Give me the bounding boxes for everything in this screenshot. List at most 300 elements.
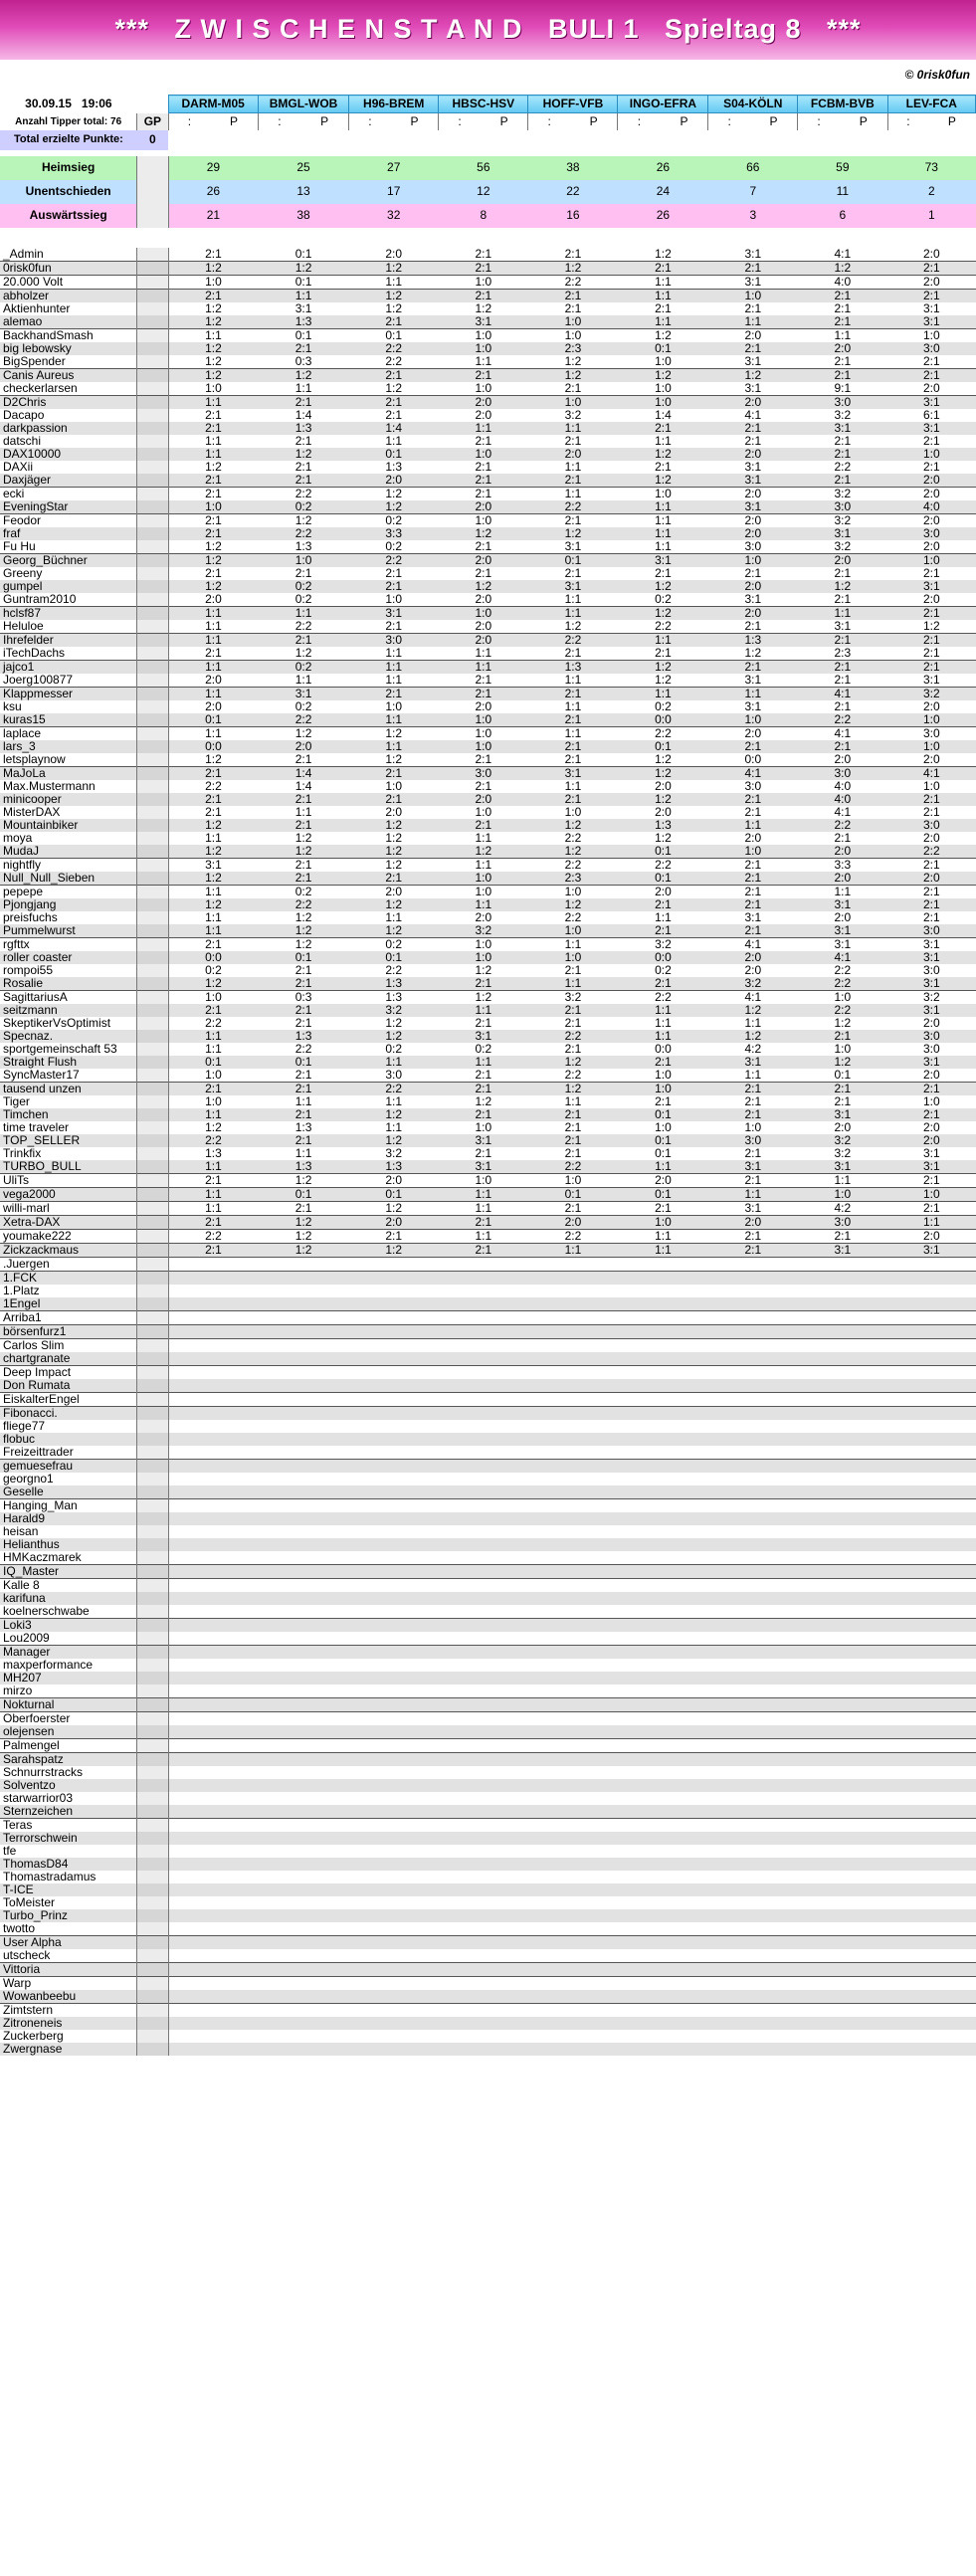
tipper-name: Wowanbeebu [0, 1990, 137, 2004]
tip-cell [528, 1285, 618, 1297]
tipper-row [0, 1935, 976, 1949]
tip-cell [168, 2017, 258, 2030]
gp-cell [137, 1752, 168, 1766]
tip-cell: 1:0 [168, 275, 258, 289]
tip-cell [708, 1976, 798, 1990]
tip-cell: 1:2 [385, 301, 403, 315]
tip-cell [439, 1845, 528, 1858]
tip-cell: 2:1 [439, 1082, 528, 1095]
tip-cell [798, 1792, 887, 1805]
tip-cell [349, 1338, 439, 1352]
tip-cell: 1:2 [528, 1082, 618, 1095]
tip-cell: 1:2 [349, 500, 439, 514]
tip-cell [887, 1632, 975, 1646]
tip-cell: 1:1 [618, 500, 708, 514]
tip-cell [528, 1392, 618, 1406]
tipper-row [0, 422, 976, 435]
unentschieden-count: 7 [708, 180, 798, 204]
tip-cell: 2:0 [528, 1215, 618, 1229]
tip-cell: 2:1 [887, 660, 975, 674]
gp-cell [137, 1243, 168, 1257]
tipper-name: Zwergnase [0, 2043, 137, 2056]
tip-cell: 2:1 [564, 566, 582, 580]
tip-cell: 2:0 [475, 408, 492, 422]
tip-cell: 2:1 [922, 460, 940, 474]
tip-cell: 1:2 [439, 990, 528, 1004]
tip-cell: 2:0 [887, 474, 975, 488]
points-column-header: P [947, 113, 956, 128]
tipper-name: börsenfurz1 [0, 1324, 137, 1338]
tip-cell [258, 1949, 348, 1963]
tip-cell [528, 1592, 618, 1605]
tip-cell: 1:2 [258, 726, 348, 740]
total-points-row [0, 130, 976, 150]
tipper-name: Georg_Büchner [0, 553, 137, 567]
tip-cell: 1:2 [349, 924, 439, 938]
tip-cell: 0:2 [349, 513, 439, 527]
tip-cell: 2:1 [349, 368, 439, 382]
tip-cell [528, 1672, 618, 1684]
tip-cell [528, 1578, 618, 1592]
tip-cell [528, 1805, 618, 1819]
tip-cell: 3:1 [922, 1146, 940, 1160]
tipper-name: Schnurrstracks [3, 1765, 84, 1779]
tip-cell: 1:1 [475, 354, 492, 368]
gp-cell [137, 1525, 168, 1538]
tip-cell: 0:1 [349, 328, 439, 342]
tipper-row [0, 1909, 976, 1922]
tipper-row [0, 1551, 976, 1565]
tip-cell [258, 2030, 348, 2043]
tip-cell: 2:2 [618, 990, 708, 1004]
tip-cell: 0:1 [258, 951, 348, 964]
tipper-row [0, 1297, 976, 1311]
tip-cell: 1:4 [294, 408, 312, 422]
tip-cell: 1:1 [168, 448, 258, 461]
tip-cell [349, 1697, 439, 1711]
tip-cell [439, 2030, 528, 2043]
tipper-row [0, 964, 976, 977]
tip-cell [439, 2003, 528, 2017]
tipper-name: fraf [0, 527, 137, 540]
tipper-row [0, 660, 976, 674]
tip-cell: 1:0 [655, 1068, 672, 1082]
tip-cell: 1:2 [439, 580, 528, 593]
tip-cell: 2:1 [258, 633, 348, 647]
total-points-value: 0 [137, 130, 168, 150]
tipper-row [0, 780, 976, 793]
heimsieg-count: 59 [798, 156, 887, 180]
tip-cell [708, 1605, 798, 1619]
tip-cell [887, 1766, 975, 1779]
tip-cell [798, 1883, 887, 1896]
tip-cell: 4:1 [834, 805, 852, 819]
tip-cell: 1:2 [618, 606, 708, 620]
tip-cell: 1:1 [618, 1229, 708, 1243]
tip-cell [708, 1379, 798, 1393]
tip-cell: 1:1 [294, 673, 312, 687]
tipper-name: Max.Mustermann [3, 779, 96, 793]
tipper-row [0, 1446, 976, 1460]
tip-cell [528, 1725, 618, 1739]
tip-cell: 2:0 [708, 487, 798, 500]
tip-cell: 1:1 [168, 885, 258, 898]
tip-cell: 1:1 [528, 487, 618, 500]
tip-cell: 2:1 [349, 872, 439, 886]
gp-cell [137, 1578, 168, 1592]
tip-cell: 2:1 [564, 1146, 582, 1160]
tip-cell: 2:1 [887, 606, 975, 620]
tip-cell [528, 1297, 618, 1311]
tip-cell [528, 1935, 618, 1949]
tip-cell: 1:1 [528, 937, 618, 951]
tipper-row [0, 1949, 976, 1963]
tip-cell [528, 1551, 618, 1565]
tip-cell [258, 1324, 348, 1338]
tipper-name: BackhandSmash [0, 328, 137, 342]
tip-cell [168, 1578, 258, 1592]
tip-cell [349, 1379, 439, 1393]
tip-cell: 0:1 [618, 1134, 708, 1147]
tip-cell: 2:1 [205, 646, 222, 660]
tip-cell [258, 1818, 348, 1832]
tip-cell: 2:0 [887, 1134, 975, 1147]
tip-cell [349, 1711, 439, 1725]
tip-cell: 2:1 [349, 687, 439, 700]
tip-cell: 2:1 [798, 1229, 887, 1243]
tip-cell: 1:0 [744, 1120, 762, 1134]
match-header: LEV-FCA [887, 96, 975, 113]
tip-cell: 1:2 [168, 261, 258, 275]
gp-cell [137, 1310, 168, 1324]
tip-cell: 4:0 [798, 275, 887, 289]
tipper-name: Teras [0, 1818, 137, 1832]
tip-cell [528, 1962, 618, 1976]
tip-cell: 2:1 [258, 872, 348, 886]
tip-cell: 2:2 [258, 898, 348, 911]
tip-cell: 2:1 [564, 1016, 582, 1030]
tip-cell: 1:4 [655, 408, 672, 422]
tip-cell [798, 1392, 887, 1406]
tip-cell [168, 1935, 258, 1949]
tip-cell: 2:1 [564, 301, 582, 315]
tip-cell: 3:1 [439, 1160, 528, 1174]
tip-cell: 3:2 [564, 408, 582, 422]
tip-column-header: : [798, 113, 840, 130]
unentschieden-count: 22 [528, 180, 618, 204]
tip-cell: 2:2 [618, 726, 708, 740]
tip-cell: 3:1 [887, 1004, 975, 1017]
tipper-name: iTechDachs [3, 646, 66, 660]
gp-cell [137, 647, 168, 661]
tipper-row [0, 1883, 976, 1896]
tipper-name: Ihrefelder [0, 633, 137, 647]
tipper-name: Pjongjang [0, 898, 137, 911]
tipper-row [0, 2017, 976, 2030]
tip-cell [258, 1792, 348, 1805]
tip-cell: 1:1 [708, 819, 798, 832]
tipper-name: Greeny [3, 566, 43, 580]
gp-cell [137, 687, 168, 700]
tip-cell [798, 2003, 887, 2017]
tipper-name: _Admin [3, 247, 44, 261]
tip-cell: 2:1 [205, 247, 222, 261]
tip-cell: 0:2 [349, 937, 439, 951]
tip-cell [439, 1324, 528, 1338]
tip-cell: 1:0 [385, 779, 403, 793]
tip-cell [258, 1551, 348, 1565]
tip-cell [349, 1684, 439, 1698]
tip-cell [887, 1551, 975, 1565]
tip-cell: 0:1 [618, 872, 708, 886]
tip-cell: 1:2 [258, 924, 348, 938]
tipper-name: laplace [0, 726, 137, 740]
tip-cell [798, 1459, 887, 1473]
tip-cell: 2:0 [834, 752, 852, 766]
tip-cell: 1:2 [834, 1016, 852, 1030]
tip-cell: 0:2 [385, 1042, 403, 1056]
tip-cell: 1:2 [618, 448, 708, 461]
tip-cell: 1:1 [439, 1229, 528, 1243]
tip-cell [258, 1310, 348, 1324]
tip-cell: 2:1 [564, 646, 582, 660]
gp-cell [137, 540, 168, 554]
tip-cell [168, 1632, 258, 1646]
tip-cell: 1:1 [618, 1004, 708, 1017]
tip-cell [798, 1420, 887, 1433]
tip-cell: 1:2 [475, 963, 492, 977]
tip-cell: 1:0 [528, 315, 618, 329]
tip-cell: 2:1 [258, 858, 348, 872]
tip-cell [168, 1564, 258, 1578]
tip-cell: 1:2 [655, 831, 672, 845]
table-body [0, 96, 976, 2056]
tip-cell [618, 1592, 708, 1605]
tipper-name: utscheck [3, 1948, 51, 1962]
match-header-row [0, 96, 976, 113]
tip-cell [887, 1962, 975, 1976]
tip-cell [708, 1551, 798, 1565]
tip-column-header: : [258, 113, 300, 130]
tip-cell: 4:1 [708, 990, 798, 1004]
tip-cell [528, 1271, 618, 1285]
tip-cell [528, 1684, 618, 1698]
tip-cell [168, 1310, 258, 1324]
gp-cell [137, 2030, 168, 2043]
gp-cell [137, 1990, 168, 2004]
gp-cell [137, 990, 168, 1004]
tipper-name: Zimtstern [0, 2003, 137, 2017]
tip-cell: 2:1 [205, 805, 222, 819]
tip-cell [349, 1805, 439, 1819]
tip-cell [258, 1525, 348, 1538]
tip-cell [258, 1459, 348, 1473]
tip-cell [708, 1818, 798, 1832]
tip-cell [439, 1352, 528, 1366]
gp-cell [137, 1672, 168, 1684]
tip-cell [618, 1949, 708, 1963]
tip-cell: 2:1 [475, 1016, 492, 1030]
tip-cell: 1:1 [564, 592, 582, 606]
tip-cell: 1:3 [349, 1160, 439, 1174]
tip-cell: 2:1 [349, 580, 439, 593]
tip-cell [887, 1498, 975, 1512]
tipper-row [0, 1672, 976, 1684]
tip-cell [798, 1271, 887, 1285]
tip-cell [349, 1871, 439, 1883]
tipper-name: T-ICE [0, 1883, 137, 1896]
tip-cell [168, 1257, 258, 1271]
tip-cell: 1:2 [205, 354, 222, 368]
tip-cell [887, 1883, 975, 1896]
tip-cell [798, 1845, 887, 1858]
tip-cell [887, 1324, 975, 1338]
tip-cell: 3:0 [439, 766, 528, 780]
tipper-name: Helianthus [0, 1538, 137, 1551]
tip-cell [798, 1379, 887, 1393]
tip-cell [708, 1512, 798, 1525]
tip-cell [528, 1498, 618, 1512]
tip-cell [349, 1285, 439, 1297]
time-label: 19:06 [81, 97, 112, 110]
tipper-name: letsplaynow [3, 752, 66, 766]
tip-cell: 1:3 [528, 660, 618, 674]
tip-cell [798, 1935, 887, 1949]
tipper-name: big lebowsky [0, 342, 137, 355]
tip-cell: 1:1 [618, 289, 708, 302]
tipper-row [0, 1379, 976, 1393]
date-label: 30.09.15 [25, 97, 72, 110]
tip-cell: 2:1 [922, 434, 940, 448]
tip-cell: 2:2 [618, 858, 708, 872]
gp-cell [137, 1766, 168, 1779]
tip-cell: 2:1 [887, 858, 975, 872]
tip-cell [887, 1486, 975, 1499]
tip-cell: 3:2 [798, 487, 887, 500]
tip-column-header: : [439, 113, 481, 130]
tip-cell [168, 2003, 258, 2017]
gp-cell [137, 580, 168, 593]
tip-cell [168, 1420, 258, 1433]
tip-cell: 2:0 [205, 673, 222, 687]
tip-cell: 1:1 [168, 606, 258, 620]
tip-cell: 3:1 [922, 673, 940, 687]
tip-cell: 2:1 [258, 395, 348, 409]
tip-cell [439, 1473, 528, 1486]
unentschieden-count: 2 [887, 180, 975, 204]
tip-cell [349, 1297, 439, 1311]
tipper-row [0, 832, 976, 845]
tipper-row [0, 435, 976, 448]
tip-cell [887, 1779, 975, 1792]
tip-cell: 2:1 [887, 368, 975, 382]
tip-cell: 1:2 [708, 1004, 798, 1017]
tip-cell: 2:1 [294, 434, 312, 448]
tipper-row [0, 1486, 976, 1499]
tip-cell: 1:0 [618, 395, 708, 409]
tip-cell: 1:0 [385, 699, 403, 713]
tip-cell [887, 1976, 975, 1990]
tip-cell: 3:1 [887, 395, 975, 409]
tip-cell [798, 1805, 887, 1819]
tip-cell [168, 1738, 258, 1752]
tip-cell: 1:0 [528, 1173, 618, 1187]
tipper-name: .Juergen [0, 1257, 137, 1271]
gp-cell [137, 1297, 168, 1311]
tip-cell: 2:0 [618, 885, 708, 898]
tip-cell: 0:2 [655, 592, 672, 606]
tip-cell: 1:0 [708, 289, 798, 302]
tip-cell [168, 1922, 258, 1936]
tip-cell: 1:1 [385, 434, 403, 448]
points-column-header: P [230, 113, 239, 128]
tip-cell: 1:1 [618, 513, 708, 527]
tip-cell: 0:2 [475, 1042, 492, 1056]
unentschieden-row [0, 180, 976, 204]
tip-cell [618, 1392, 708, 1406]
tip-cell: 2:2 [168, 1229, 258, 1243]
tip-cell: 1:1 [564, 1094, 582, 1108]
tip-cell [708, 1632, 798, 1646]
tip-cell [887, 1949, 975, 1963]
tip-cell: 1:2 [564, 619, 582, 633]
tip-cell: 3:1 [349, 606, 439, 620]
tip-cell [168, 1486, 258, 1499]
tip-cell: 2:1 [528, 687, 618, 700]
tipper-name: rgfttx [0, 937, 137, 951]
tip-cell: 3:0 [798, 1215, 887, 1229]
tipper-name: Nokturnal [0, 1697, 137, 1711]
tip-cell [887, 1525, 975, 1538]
tip-cell [349, 1459, 439, 1473]
tipper-row [0, 1922, 976, 1936]
tip-cell: 2:1 [205, 566, 222, 580]
gp-cell [137, 513, 168, 527]
tip-cell: 0:1 [528, 553, 618, 567]
tip-cell: 3:0 [744, 779, 762, 793]
gp-cell [137, 700, 168, 713]
gp-cell [137, 1551, 168, 1565]
gp-cell [137, 1043, 168, 1056]
tip-cell: 1:0 [887, 740, 975, 753]
tipper-row [0, 1352, 976, 1366]
tip-cell: 2:1 [798, 740, 887, 753]
tip-cell: 3:0 [798, 500, 887, 514]
tip-cell [708, 1352, 798, 1366]
tip-cell: 2:1 [349, 315, 439, 329]
tip-cell: 2:1 [618, 977, 708, 991]
tip-cell [258, 1538, 348, 1551]
unentschieden-label: Unentschieden [0, 180, 137, 204]
tip-cell [887, 1618, 975, 1632]
tip-cell: 2:1 [834, 354, 852, 368]
tipper-row [0, 461, 976, 474]
tip-cell: 2:1 [475, 434, 492, 448]
tip-cell: 1:1 [618, 275, 708, 289]
tip-cell [439, 1659, 528, 1672]
tip-cell: 2:2 [258, 527, 348, 540]
tip-cell: 2:0 [834, 910, 852, 924]
tipper-name: Sternzeichen [0, 1805, 137, 1819]
tip-cell [708, 1752, 798, 1766]
gp-cell [137, 368, 168, 382]
gp-cell [137, 924, 168, 938]
tip-cell [618, 1672, 708, 1684]
tip-cell: 1:2 [168, 315, 258, 329]
tip-cell [528, 1420, 618, 1433]
tip-cell [349, 1659, 439, 1672]
tip-cell [708, 1858, 798, 1871]
